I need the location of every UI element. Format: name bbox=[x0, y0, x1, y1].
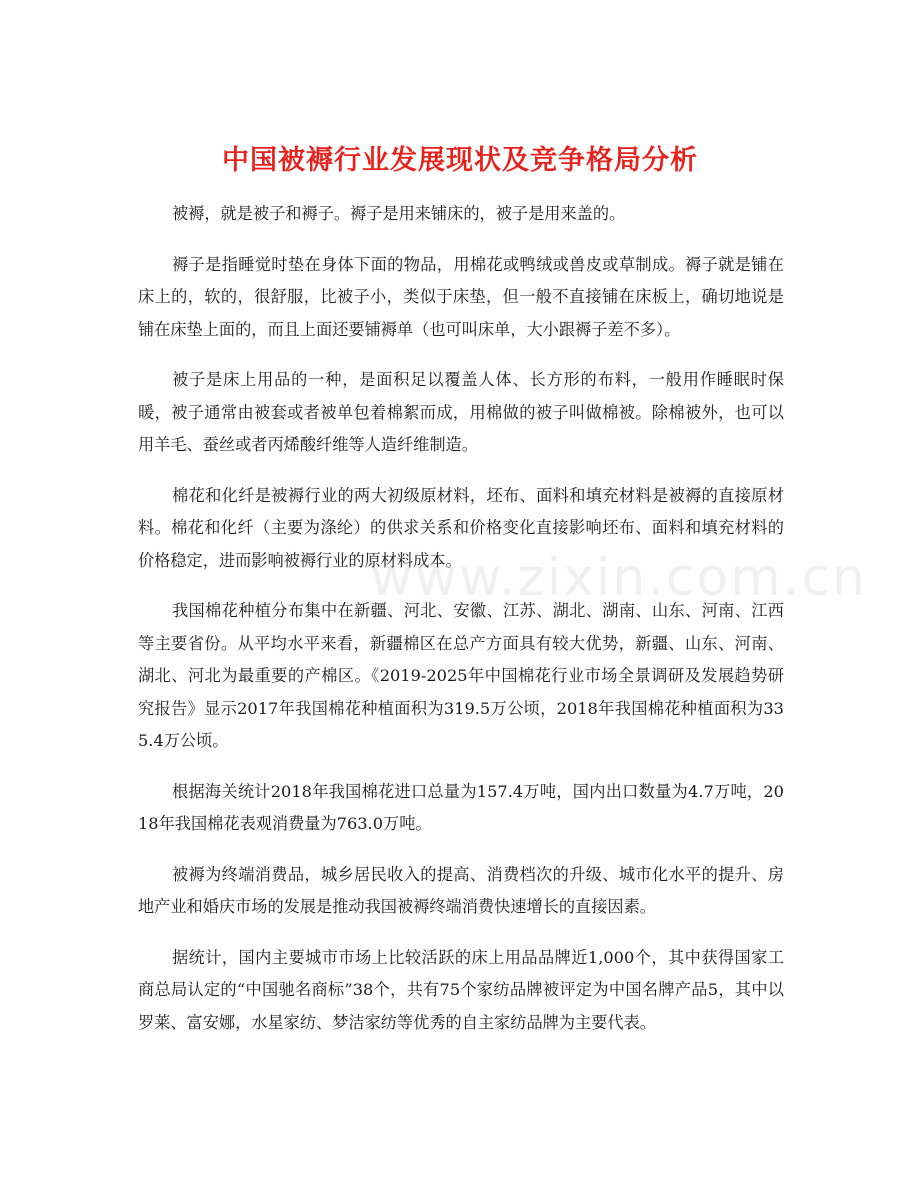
paragraph: 褥子是指睡觉时垫在身体下面的物品，用棉花或鸭绒或兽皮或草制成。褥子就是铺在床上的，软的，很舒服，比被子小，类似于床垫，但一般不直接铺在床板上，确切地说是铺在床垫上面的，而且上面还要铺褥单（也可叫床单，大小跟褥子差不多）。 bbox=[138, 254, 784, 339]
paragraph: 据统计，国内主要城市市场上比较活跃的床上用品品牌近1,000个，其中获得国家工商总局认定的“中国驰名商标”38个，共有75个家纺品牌被评定为中国名牌产品5，其中以罗莱、富安娜，水星家纺、梦洁家纺等优秀的自主家纺品牌为主要代表。 bbox=[138, 947, 784, 1032]
document-body bbox=[138, 198, 784, 1057]
paragraph: 我国棉花种植分布集中在新疆、河北、安徽、江苏、湖北、湖南、山东、河南、江西等主要省份。从平均水平来看，新疆棉区在总产方面具有较大优势，新疆、山东、河南、湖北、河北为最重要的产棉区。《2019-2025年中国棉花行业市场全景调研及发展趋势研究报告》显示2017年我国棉花种植面积为319.5万公顷，2018年我国棉花种植面积为335.4万公顷。 bbox=[138, 601, 784, 750]
paragraph: 被子是床上用品的一种，是面积足以覆盖人体、长方形的布料，一般用作睡眠时保暖，被子通常由被套或者被单包着棉絮而成，用棉做的被子叫做棉被。除棉被外，也可以用羊毛、蚕丝或者丙烯酸纤维等人造纤维制造。 bbox=[138, 370, 784, 454]
paragraph: 被褥为终端消费品，城乡居民收入的提高、消费档次的升级、城市化水平的提升、房地产业和婚庆市场的发展是推动我国被褥终端消费快速增长的直接因素。 bbox=[138, 864, 784, 916]
paragraph: 根据海关统计2018年我国棉花进口总量为157.4万吨，国内出口数量为4.7万吨，2018年我国棉花表观消费量为763.0万吨。 bbox=[138, 781, 784, 833]
watermark: www.zixin.com.cn bbox=[370, 548, 867, 608]
page-title: 中国被褥行业发展现状及竞争格局分析 bbox=[222, 145, 698, 176]
paragraph: 棉花和化纤是被褥行业的两大初级原材料，坯布、面料和填充材料是被褥的直接原材料。棉花和化纤（主要为涤纶）的供求关系和价格变化直接影响坯布、面料和填充材料的价格稳定，进而影响被褥行业的原材料成本。 bbox=[138, 485, 784, 570]
paragraph: 被褥，就是被子和褥子。褥子是用来铺床的，被子是用来盖的。 bbox=[172, 204, 626, 223]
